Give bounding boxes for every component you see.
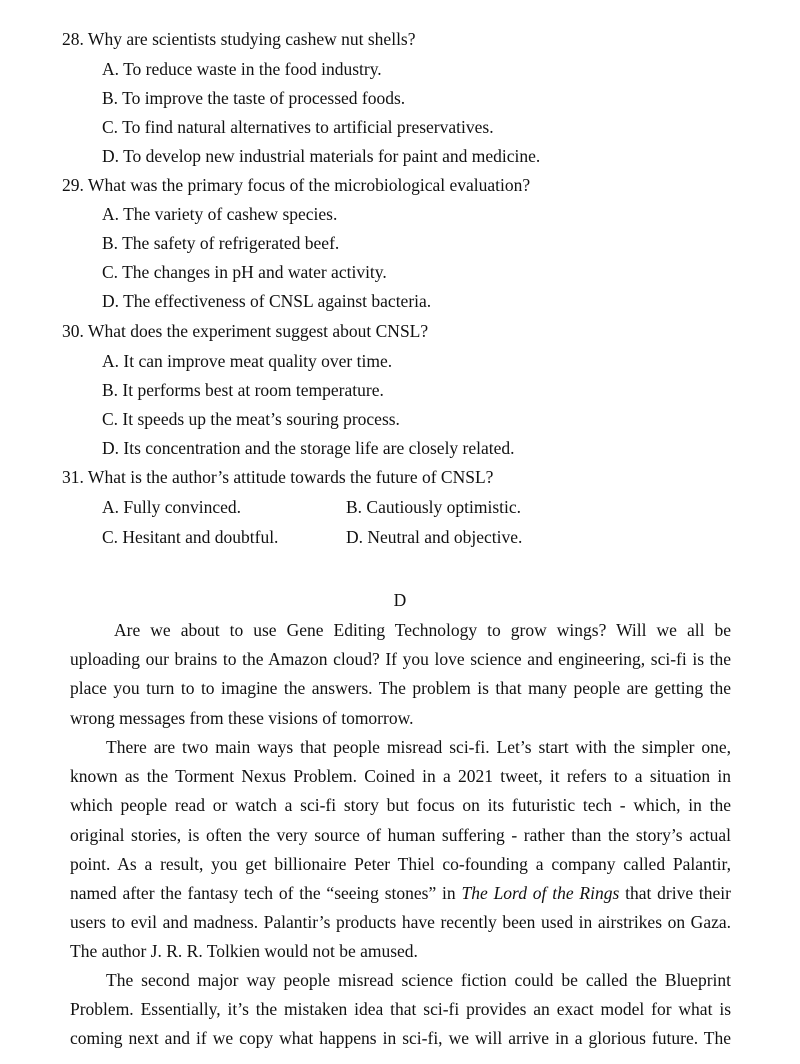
paragraph-line: uploading our brains to the Amazon cloud? If you love science and engineering, sci-fi is the <box>70 649 731 670</box>
question-28-option-c: C. To find natural alternatives to artificial preservatives. <box>102 117 494 137</box>
question-30-option-b: B. It performs best at room temperature. <box>102 380 384 400</box>
passage-paragraph-1 <box>70 616 731 733</box>
question-28-option-d: D. To develop new industrial materials for paint and medicine. <box>102 146 541 166</box>
section-heading: D <box>393 590 407 610</box>
question-31-option-d: D. Neutral and objective. <box>346 527 523 547</box>
question-29-option-c: C. The changes in pH and water activity. <box>102 262 387 282</box>
question-29-option-b: B. The safety of refrigerated beef. <box>102 233 340 253</box>
question-30-option-d: D. Its concentration and the storage life are closely related. <box>102 438 515 458</box>
paragraph-line: coming next and if we copy what happens in sci-fi, we will arrive in a glorious future. The <box>70 1028 731 1049</box>
question-31-option-c: C. Hesitant and doubtful. <box>102 527 279 547</box>
paragraph-line: wrong messages from these visions of tomorrow. <box>70 707 414 728</box>
passage-paragraph-3 <box>70 966 731 1054</box>
paragraph-line: The author J. R. R. Tolkien would not be amused. <box>70 941 418 962</box>
paragraph-line: original stories, is often the very source of human suffering - rather than the story’s actual <box>70 824 731 845</box>
question-31-option-a: A. Fully convinced. <box>102 497 242 517</box>
paragraph-line: The second major way people misread science fiction could be called the Blueprint <box>106 970 731 990</box>
question-30-option-c: C. It speeds up the meat’s souring process. <box>102 409 400 429</box>
paragraph-line: Are we about to use Gene Editing Technology to grow wings? Will we all be <box>114 620 731 640</box>
paragraph-line <box>70 879 731 908</box>
question-30-stem: 30. What does the experiment suggest about CNSL? <box>62 321 429 341</box>
paragraph-line: Problem. Essentially, it’s the mistaken idea that sci-fi provides an exact model for what is <box>70 999 731 1020</box>
paragraph-line: which people read or watch a sci-fi story but focus on its futuristic tech - which, in the <box>70 795 731 816</box>
paragraph-line: point. As a result, you get billionaire Peter Thiel co-founding a company called Palantir, <box>70 853 731 874</box>
passage-paragraph-2 <box>70 733 731 967</box>
paragraph-line: known as the Torment Nexus Problem. Coined in a 2021 tweet, it refers to a situation in <box>70 766 731 787</box>
question-31-option-b: B. Cautiously optimistic. <box>346 497 522 517</box>
question-28-stem: 28. Why are scientists studying cashew nut shells? <box>62 29 416 49</box>
question-28-option-b: B. To improve the taste of processed foods. <box>102 88 406 108</box>
paragraph-line: There are two main ways that people misread sci-fi. Let’s start with the simpler one, <box>106 737 731 757</box>
paragraph-line: users to evil and madness. Palantir’s products have recently been used in airstrikes on Gaza. <box>70 912 731 933</box>
question-28-option-a: A. To reduce waste in the food industry. <box>102 59 382 79</box>
question-29-option-a: A. The variety of cashew species. <box>102 204 338 224</box>
book-title: The Lord of the Rings <box>461 882 620 903</box>
paragraph-line: place you turn to to imagine the answers. The problem is that many people are getting the <box>70 678 731 699</box>
question-29-option-d: D. The effectiveness of CNSL against bacteria. <box>102 291 432 311</box>
question-31-stem: 31. What is the author’s attitude towards the future of CNSL? <box>62 467 494 487</box>
question-29-stem: 29. What was the primary focus of the microbiological evaluation? <box>62 175 531 195</box>
paragraph-text: named after the fantasy tech of the “seeing stones” in <box>70 882 462 903</box>
question-30-option-a: A. It can improve meat quality over time. <box>102 351 393 371</box>
paragraph-text: that drive their <box>619 882 731 903</box>
